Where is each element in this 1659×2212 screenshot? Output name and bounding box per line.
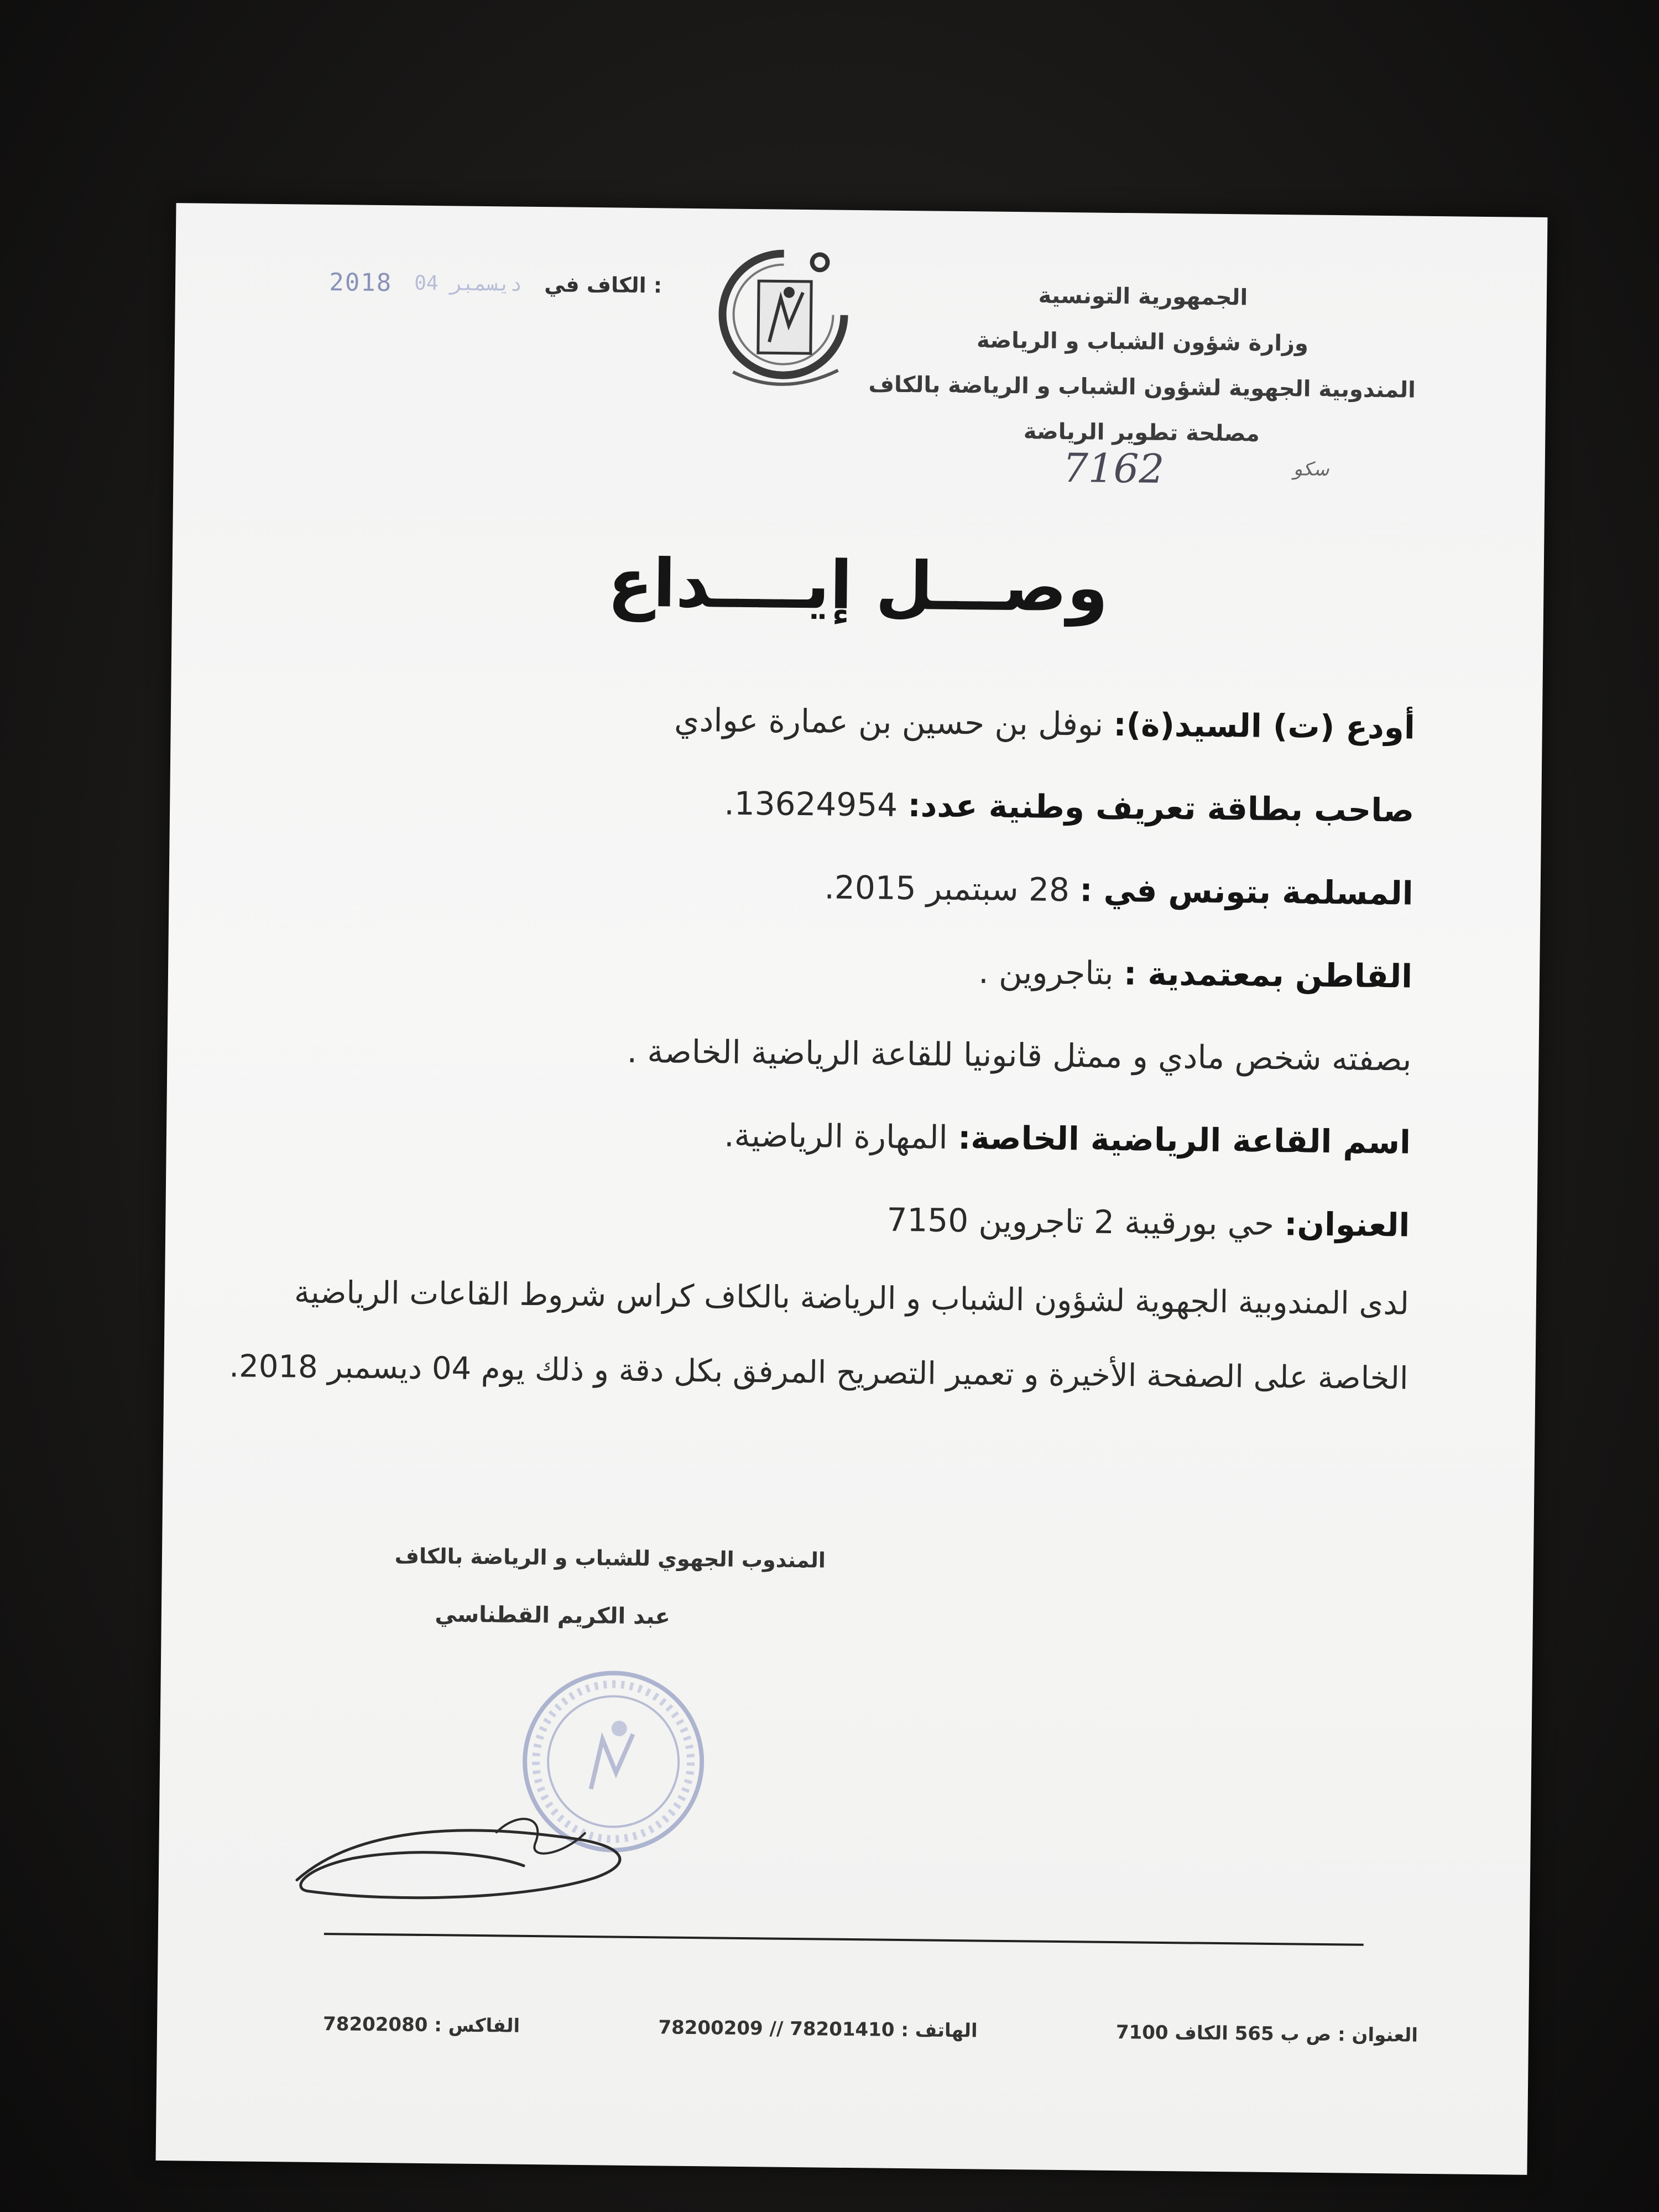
- signatory-title: المندوب الجهوي للشباب و الرياضة بالكاف: [394, 1543, 826, 1573]
- place-date-line: [275, 259, 662, 307]
- field-value: 13624954.: [724, 784, 908, 825]
- org-line-ministry: وزارة شؤون الشباب و الرياضة: [976, 327, 1309, 357]
- field-gym-name: [227, 1088, 1411, 1183]
- footer-phone: الهاتف : 78201410 // 78200209: [658, 2016, 978, 2042]
- field-depositor: [231, 674, 1415, 769]
- footer-divider: [324, 1933, 1364, 1946]
- field-value: نوفل بن حسين بن عمارة عوادي: [674, 701, 1114, 743]
- place-label: الكاف في :: [544, 272, 662, 298]
- reference-number: 7162: [1062, 444, 1165, 492]
- org-line-regional: المندوبية الجهوية لشؤون الشباب و الرياضة بالكاف: [868, 372, 1416, 403]
- deposit-paragraph: لدى المندوبية الجهوية لشؤون الشباب و الرياضة بالكاف كراس شروط القاعات الرياضية الخاصة على الصفحة الأخيرة و تعمير التصريح المرفق بكل دقة و ذلك يوم 04 ديسمبر 2018.: [229, 1274, 1410, 1397]
- footer-fax: الفاكس : 78202080: [322, 2013, 520, 2037]
- field-label: القاطن بمعتمدية :: [1123, 954, 1413, 995]
- field-capacity: [228, 1005, 1412, 1100]
- field-value: بصفته شخص مادي و ممثل قانونيا للقاعة الرياضية الخاصة .: [627, 1032, 1412, 1078]
- handwritten-signature-icon: [285, 1797, 674, 1911]
- receipt-body: [225, 674, 1416, 1416]
- field-label: أودع (ت) السيد(ة):: [1113, 705, 1416, 747]
- field-address: [226, 1171, 1410, 1266]
- field-id-card: [231, 757, 1415, 852]
- field-label: اسم القاعة الرياضية الخاصة:: [957, 1119, 1411, 1161]
- field-value: بتاجروين .: [978, 953, 1124, 993]
- signatory-name: عبد الكريم القطناسي: [435, 1601, 671, 1630]
- receipt-document: [156, 203, 1548, 2175]
- field-issued: [229, 839, 1413, 935]
- field-value: 28 سبتمبر 2015.: [824, 868, 1080, 909]
- signature-block: [272, 1542, 826, 1631]
- stamp-date-year: 2018: [329, 268, 393, 297]
- stamp-date-faint: ديسمبر 04: [414, 272, 523, 296]
- field-residence: [228, 922, 1412, 1018]
- field-label: المسلمة بتونس في :: [1079, 871, 1414, 912]
- org-line-republic: الجمهورية التونسية: [1038, 283, 1248, 311]
- contact-footer: [323, 2002, 1418, 2058]
- field-label: العنوان:: [1284, 1205, 1410, 1244]
- footer-address: العنوان : ص ب 565 الكاف 7100: [1115, 2021, 1418, 2047]
- reference-suffix: سكو: [1293, 458, 1329, 481]
- field-value: المهارة الرياضية.: [723, 1116, 958, 1157]
- field-label: صاحب بطاقة تعريف وطنية عدد:: [907, 786, 1415, 830]
- org-line-service: مصلحة تطوير الرياضة: [1023, 419, 1260, 447]
- field-value: حي بورقيبة 2 تاجروين 7150: [886, 1201, 1285, 1243]
- document-title: وصـــل إيــــداع: [607, 545, 1109, 627]
- organization-header: [837, 271, 1447, 459]
